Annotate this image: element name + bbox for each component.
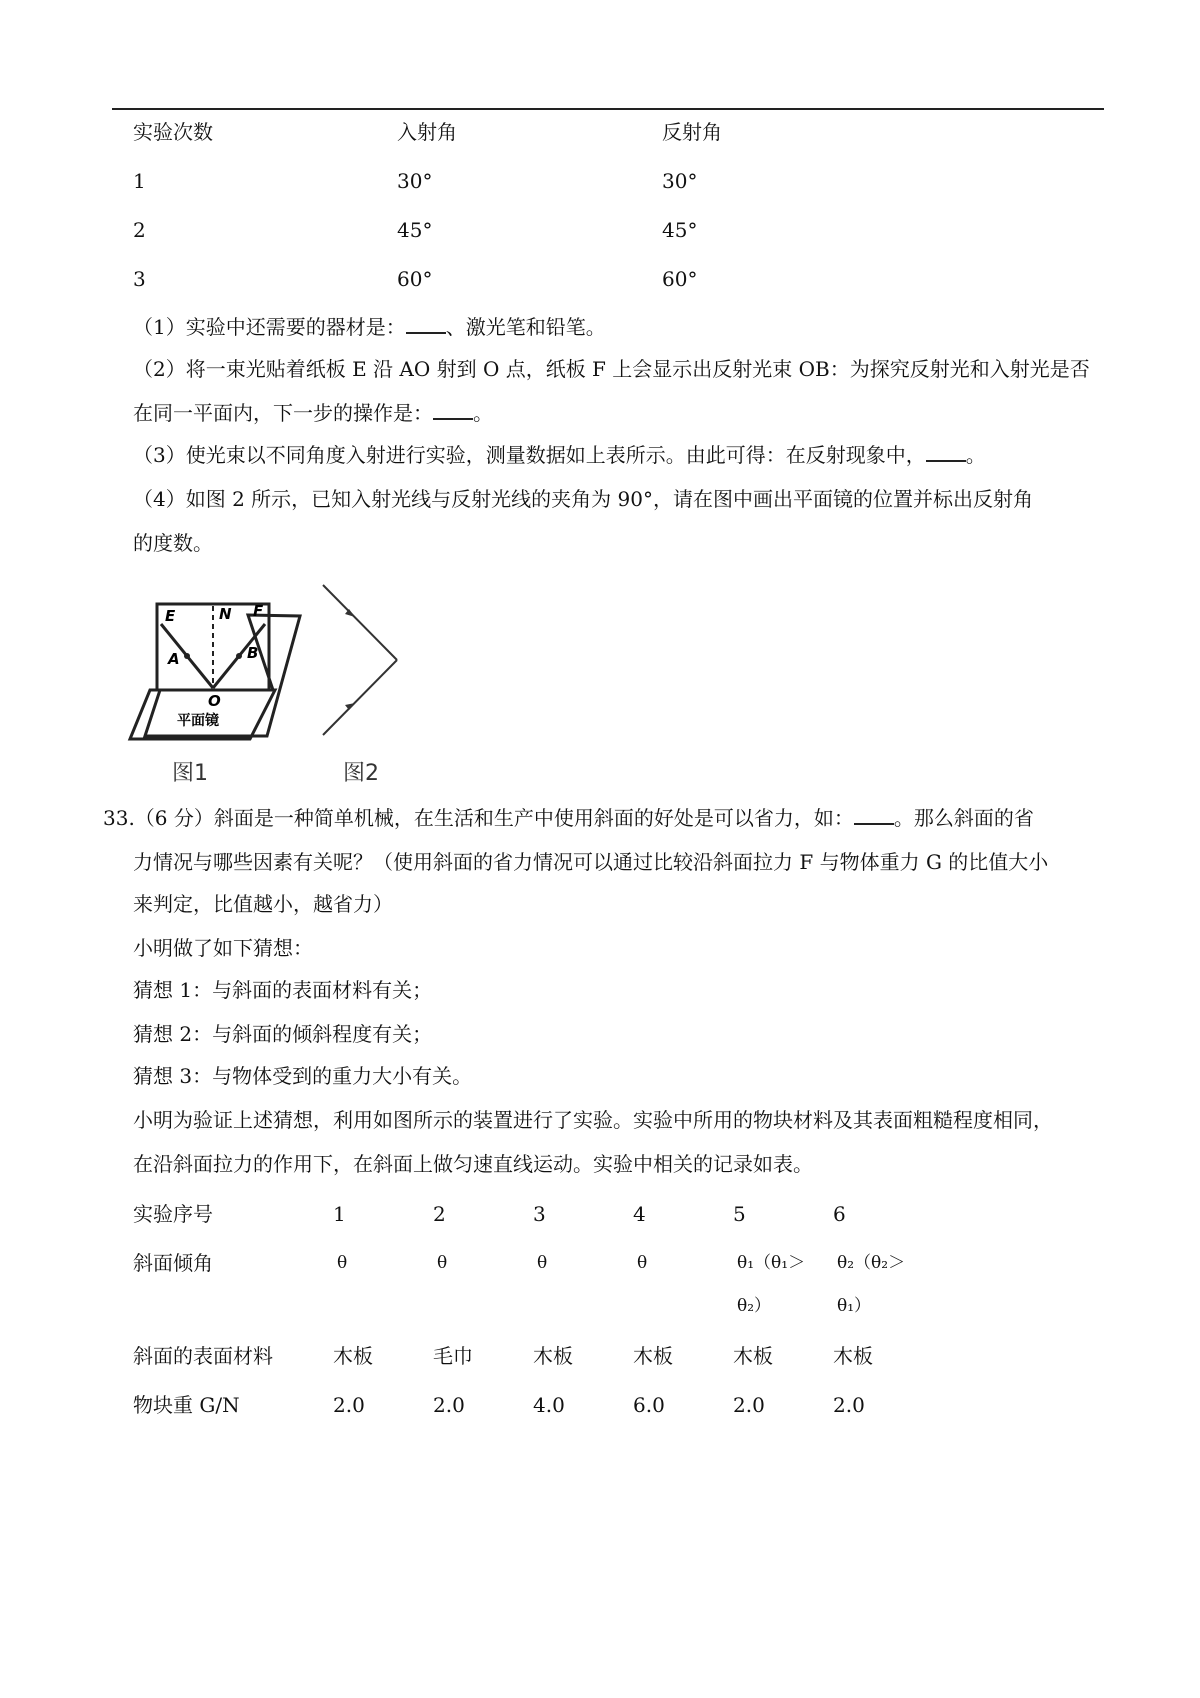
figure2-ray-top (323, 585, 397, 660)
q32-part2-line2 (133, 399, 493, 427)
table-cell: θ (437, 1253, 448, 1273)
q32-part4-line1: （4）如图 2 所示，已知入射光线与反射光线的夹角为 90°，请在图中画出平面镜的位置并标出反射角 (133, 487, 1033, 511)
table-cell: θ₁（θ₁＞ (737, 1253, 806, 1273)
table-cell: 60° (662, 267, 698, 291)
table-cell: 2.0 (733, 1393, 765, 1417)
table-cell: 4.0 (533, 1393, 565, 1417)
table-header: 实验次数 (133, 120, 213, 144)
table-cell: 60° (397, 267, 433, 291)
q33-line3: 来判定，比值越小，越省力） (133, 892, 393, 916)
figure1-label-a: A (168, 650, 180, 668)
table-header: 反射角 (662, 120, 722, 144)
q32-part3-end: 。 (965, 443, 986, 467)
table-cell: θ₁） (837, 1296, 872, 1316)
q33-guess3: 猜想 3：与物体受到的重力大小有关。 (133, 1064, 473, 1088)
q32-part2-end: 。 (473, 401, 493, 425)
figure1-caption: 图1 (172, 761, 208, 786)
q32-part2-text: 在同一平面内，下一步的操作是： (133, 401, 433, 425)
table-row-label: 斜面倾角 (133, 1251, 213, 1275)
q33-guess1: 猜想 1：与斜面的表面材料有关； (133, 978, 433, 1002)
table-cell: 30° (662, 169, 698, 193)
answer-blank[interactable] (854, 805, 894, 825)
table-cell: 木板 (733, 1344, 773, 1368)
answer-blank[interactable] (433, 400, 473, 420)
table-cell: 木板 (333, 1344, 373, 1368)
table-cell: 木板 (533, 1344, 573, 1368)
table-row-label: 物块重 G/N (133, 1393, 240, 1417)
figure1-point-b (236, 653, 242, 659)
q32-part3-text: （3）使光束以不同角度入射进行实验，测量数据如上表所示。由此可得：在反射现象中， (133, 443, 926, 467)
table-cell: 2 (133, 218, 146, 242)
q33-line2: 力情况与哪些因素有关呢？（使用斜面的省力情况可以通过比较沿斜面拉力 F 与物体重力 G 的比值大小 (133, 850, 1049, 874)
figure1-label-n: N (219, 605, 232, 623)
q32-part1-text: （1）实验中还需要的器材是： (133, 315, 406, 339)
q33-line4: 小明做了如下猜想： (133, 936, 313, 960)
table-cell: θ₂） (737, 1296, 772, 1316)
table-cell: 2.0 (333, 1393, 365, 1417)
q33-text: 33.（6 分）斜面是一种简单机械，在生活和生产中使用斜面的好处是可以省力，如： (103, 806, 854, 830)
q32-part3 (133, 441, 986, 469)
q32-part1 (133, 313, 606, 341)
table-cell: 5 (733, 1202, 746, 1226)
table-cell: 木板 (833, 1344, 873, 1368)
table-cell: 2.0 (833, 1393, 865, 1417)
figure1-mirror-setup (125, 594, 315, 754)
table-cell: 45° (662, 218, 698, 242)
table-cell: 木板 (633, 1344, 673, 1368)
table-cell: 2.0 (433, 1393, 465, 1417)
figure1-label-e: E (165, 607, 176, 625)
q33-guess2: 猜想 2：与斜面的倾斜程度有关； (133, 1022, 433, 1046)
table-cell: 45° (397, 218, 433, 242)
table-header: 入射角 (397, 120, 457, 144)
q33-text-end: 。那么斜面的省 (893, 806, 1034, 830)
table-cell: 30° (397, 169, 433, 193)
q32-part2-line1: （2）将一束光贴着纸板 E 沿 AO 射到 O 点，纸板 F 上会显示出反射光束 OB：为探究反射光和入射光是否 (133, 357, 1090, 381)
table-cell: θ (537, 1253, 548, 1273)
answer-blank[interactable] (926, 442, 966, 462)
table-cell: 3 (133, 267, 146, 291)
figure1-label-f: F (253, 602, 264, 620)
table-cell: 2 (433, 1202, 446, 1226)
table-cell: 3 (533, 1202, 546, 1226)
table-cell: 毛巾 (433, 1344, 473, 1368)
answer-blank[interactable] (406, 314, 446, 334)
q33-line9: 在沿斜面拉力的作用下，在斜面上做匀速直线运动。实验中相关的记录如表。 (133, 1152, 813, 1176)
figure1-mirror-label: 平面镜 (177, 713, 219, 729)
table-cell: 1 (133, 169, 146, 193)
figure1-label-o: O (208, 692, 221, 710)
table-row-label: 实验序号 (133, 1202, 213, 1226)
table-row-label: 斜面的表面材料 (133, 1344, 273, 1368)
q32-part4-line2: 的度数。 (133, 531, 213, 555)
table-cell: 4 (633, 1202, 646, 1226)
table-cell: θ₂（θ₂＞ (837, 1253, 906, 1273)
figure1-label-b: B (247, 644, 259, 662)
q33-line1 (103, 804, 1034, 832)
figure1-point-a (184, 653, 190, 659)
table-cell: 1 (333, 1202, 346, 1226)
figure2-rays (315, 580, 405, 740)
table-cell: 6 (833, 1202, 846, 1226)
header-rule (112, 108, 1104, 110)
table-cell: θ (637, 1253, 648, 1273)
table-cell: 6.0 (633, 1393, 665, 1417)
q33-line8: 小明为验证上述猜想，利用如图所示的装置进行了实验。实验中所用的物块材料及其表面粗糙程度相同， (133, 1108, 1053, 1132)
q32-part1-text-end: 、激光笔和铅笔。 (445, 315, 606, 339)
table-cell: θ (337, 1253, 348, 1273)
figure2-caption: 图2 (343, 761, 379, 786)
figure2-ray-bottom (323, 660, 397, 735)
